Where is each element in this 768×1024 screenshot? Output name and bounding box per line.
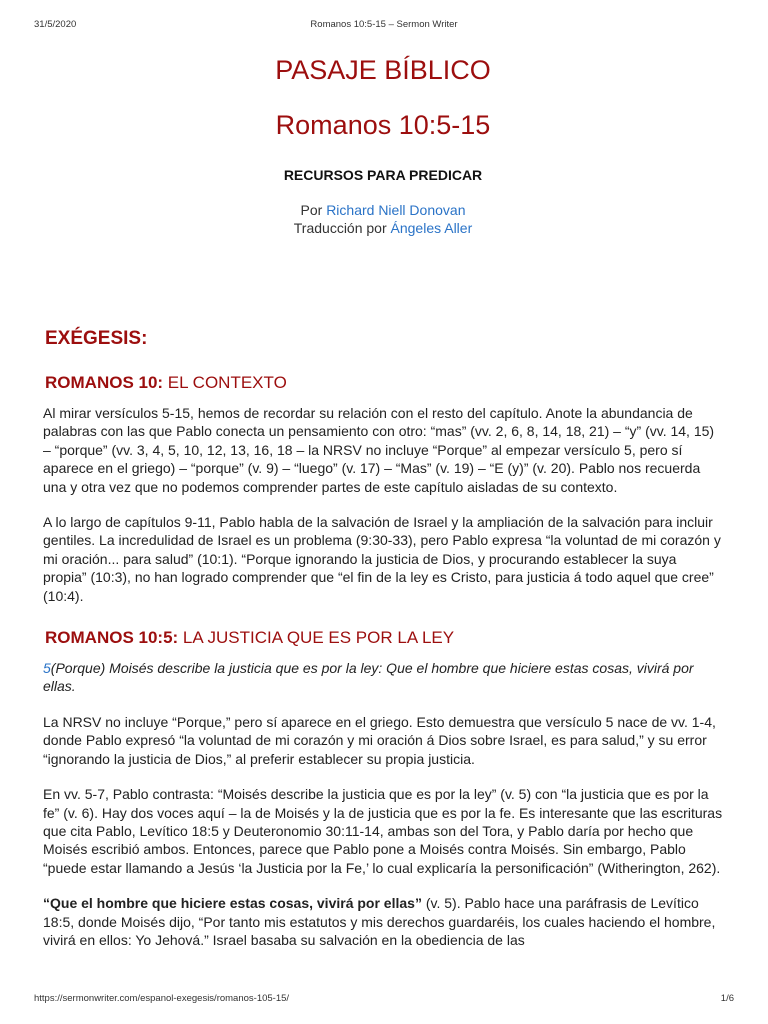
section-heading-rest: EL CONTEXTO	[163, 373, 287, 392]
section-heading-rest: LA JUSTICIA QUE ES POR LA LEY	[178, 628, 455, 648]
verse-text: (Porque) Moisés describe la justicia que es por la ley: Que el hombre que hiciere estas cosas, vivirá por ellas.	[43, 660, 694, 695]
section-heading-bold: ROMANOS 10:5:	[45, 628, 179, 648]
page-title: PASAJE BÍBLICO	[275, 55, 491, 85]
print-url: https://sermonwriter.com/espanol-exegesis/romanos-105-15/	[34, 993, 290, 1004]
passage-title: Romanos 10:5-15	[275, 110, 491, 140]
print-date: 31/5/2020	[34, 19, 77, 30]
translator-prefix: Traducción por	[293, 220, 391, 236]
author-line	[43, 201, 723, 219]
paragraph: A lo largo de capítulos 9-11, Pablo habla de la salvación de Israel y la ampliación de la salvación para incluir gentiles. La incredulidad de Israel es un problema (9:30-33), pero Pablo expresa “la voluntad de mi corazón y mi oración... para salud” (10:1). “Porque ignorando la justicia de Dios, y procurando establecer la suya propia” (10:3), no han logrado comprender que “el fin de la ley es Cristo, para justicia á todo aquel que cree” (10:4).	[43, 514, 721, 604]
byline	[43, 201, 723, 237]
author-link[interactable]: Richard Niell Donovan	[326, 202, 466, 218]
verse-number-link[interactable]: 5	[43, 660, 51, 677]
translator-link[interactable]: Ángeles Aller	[390, 220, 473, 236]
section-heading-bold: ROMANOS 10:	[45, 373, 164, 392]
exegesis-heading: EXÉGESIS:	[45, 328, 148, 349]
print-footer	[0, 993, 768, 1005]
translator-line	[43, 219, 723, 237]
section-heading-law	[45, 627, 723, 649]
quote-bold: “Que el hombre que hiciere estas cosas, vivirá por ellas”	[43, 895, 422, 912]
subtitle: RECURSOS PARA PREDICAR	[283, 167, 483, 183]
verse-quote	[43, 659, 723, 696]
section-heading-context	[45, 372, 723, 394]
paragraph: La NRSV no incluye “Porque,” pero sí aparece en el griego. Esto demuestra que versículo 5 nace de vv. 1-4, donde Pablo expresó “la voluntad de mi corazón y mi oración á Dios sobre Israel, es para salud,” y su error “ignorando la justicia de Dios,” al preferir establecer su propia justicia.	[43, 713, 716, 767]
article-content	[43, 48, 723, 949]
author-prefix: Por	[300, 202, 327, 218]
print-page-title: Romanos 10:5-15 – Sermon Writer	[310, 19, 458, 30]
paragraph: En vv. 5-7, Pablo contrasta: “Moisés describe la justicia que es por la ley” (v. 5) con “la justicia que es por la fe” (v. 6). Hay dos voces aquí – la de Moisés y la de justicia que es por la fe. Es interesante que las escrituras que cita Pablo, Levítico 18:5 y Deuteronomio 30:11-14, ambas son del Tora, y Pablo daría por hecho que Moisés escribió ambos. Entonces, parece que Pablo pone a Moisés contra Moisés. Sin embargo, Pablo “puede estar llamando a Jesús ‘la Justicia por la Fe,’ lo cual explicaría la personificación” (Witherington, 262).	[43, 786, 723, 876]
paragraph	[43, 894, 723, 949]
print-page-number: 1/6	[720, 993, 734, 1004]
paragraph-text: (v. 5). Pablo hace una paráfrasis de Levítico 18:5, donde Moisés dijo, “Por tanto mis estatutos y mis derechos guardaréis, los cuales haciendo el hombre, vivirá en ellos: Yo Jehová.” Israel basaba su salvación en la obediencia de las	[43, 895, 716, 948]
paragraph: Al mirar versículos 5-15, hemos de recordar su relación con el resto del capítulo. Anote la abundancia de palabras con las que Pablo conecta un pensamiento con otro: “mas” (vv. 2, 6, 8, 14, 18, 21) – “y” (vv. 14, 15) – “porque” (vv. 3, 4, 5, 10, 12, 13, 16, 18 – la NRSV no incluye “Porque” al empezar versículo 5, pero sí aparece en el griego) – “porque” (v. 9) – “luego” (v. 17) – “Mas” (v. 19) – “E (y)” (v. 20). Pablo nos recuerda una y otra vez que no podemos comprender partes de este capítulo aisladas de su contexto.	[43, 405, 715, 495]
print-header	[0, 19, 768, 31]
